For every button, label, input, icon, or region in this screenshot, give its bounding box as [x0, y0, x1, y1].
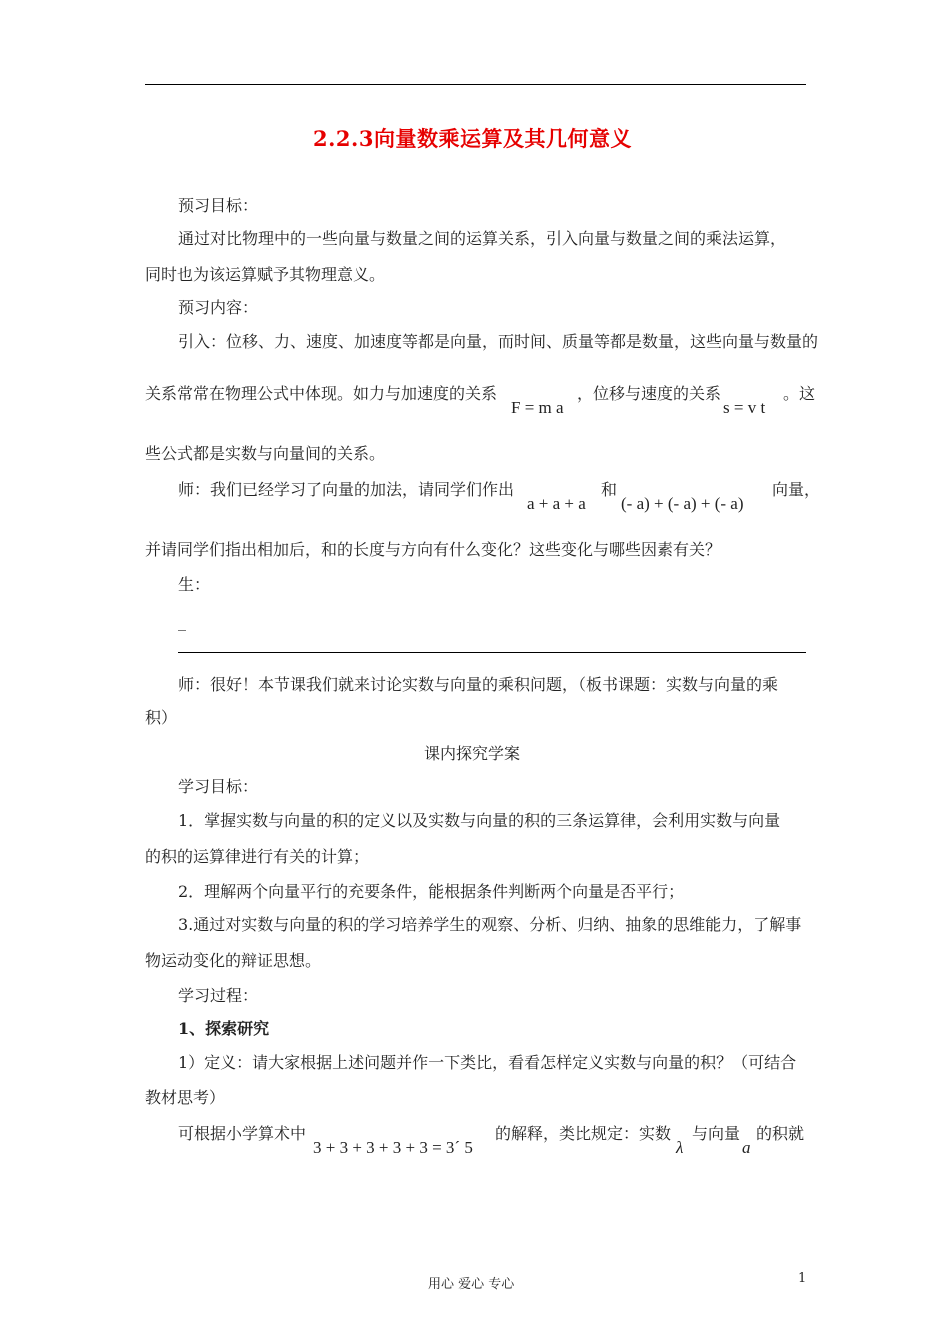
analogy-line: 与向量 [692, 1124, 741, 1143]
formula-displacement: s = v t [723, 398, 766, 417]
intro-line: 些公式都是实数与向量间的关系。 [145, 444, 386, 463]
footer-slogan: 用心 爱心 专心 [428, 1277, 515, 1292]
expression-sum-a: a + a + a [527, 494, 586, 513]
preview-goal-heading: 预习目标： [178, 196, 259, 215]
goal-item: 的积的运算律进行有关的计算； [145, 847, 370, 866]
symbol-vector-a: a [742, 1138, 751, 1157]
teacher-line: 积） [145, 708, 178, 727]
inclass-goal-heading: 学习目标： [178, 777, 259, 796]
answer-blank: _ [178, 612, 186, 631]
goal-item: 3.通过对实数与向量的积的学习培养学生的观察、分析、归纳、抽象的思维能力，了解事 [178, 915, 802, 934]
teacher-line: 和 [601, 480, 618, 499]
definition-line: 1）定义：请大家根据上述问题并作一下类比，看看怎样定义实数与向量的积？（可结合 [178, 1053, 797, 1072]
definition-line: 教材思考） [145, 1088, 226, 1107]
teacher-line: 师：我们已经学习了向量的加法，请同学们作出 [178, 480, 515, 499]
analogy-line: 的解释，类比规定：实数 [495, 1124, 672, 1143]
preview-goal-line: 同时也为该运算赋予其物理意义。 [145, 265, 386, 284]
page-title: 2.2.3向量数乘运算及其几何意义 [313, 126, 632, 151]
goal-item: 物运动变化的辩证思想。 [145, 951, 322, 970]
intro-line: 关系常常在物理公式中体现。如力与加速度的关系 [145, 384, 498, 403]
analogy-line: 的积就 [756, 1124, 805, 1143]
student-line: 生： [178, 575, 211, 594]
expression-arithmetic: 3 + 3 + 3 + 3 + 3 = 3´ 5 [313, 1138, 473, 1157]
page-number: 1 [798, 1271, 807, 1286]
intro-line: ，位移与速度的关系 [577, 384, 722, 403]
section-heading: 课内探究学案 [424, 744, 521, 763]
preview-goal-line: 通过对比物理中的一些向量与数量之间的运算关系，引入向量与数量之间的乘法运算， [178, 229, 787, 248]
goal-item: 1．掌握实数与向量的积的定义以及实数与向量的积的三条运算律，会利用实数与向量 [178, 811, 781, 830]
preview-content-heading: 预习内容： [178, 298, 259, 317]
intro-line: 。这 [783, 384, 816, 403]
answer-rule [178, 652, 806, 653]
goal-item: 2．理解两个向量平行的充要条件，能根据条件判断两个向量是否平行； [178, 882, 685, 901]
header-rule [145, 84, 806, 85]
analogy-line: 可根据小学算术中 [178, 1124, 307, 1143]
teacher-line: 向量， [772, 480, 821, 499]
symbol-lambda: λ [676, 1138, 684, 1157]
section-explore: 1、探索研究 [178, 1019, 270, 1038]
teacher-line: 师：很好！本节课我们就来讨论实数与向量的乘积问题，（板书课题：实数与向量的乘 [178, 675, 779, 694]
expression-sum-neg-a: (- a) + (- a) + (- a) [621, 494, 744, 513]
process-heading: 学习过程： [178, 986, 259, 1005]
intro-line: 引入：位移、力、速度、加速度等都是向量，而时间、质量等都是数量，这些向量与数量的 [178, 332, 819, 351]
formula-force: F = m a [511, 398, 564, 417]
teacher-line: 并请同学们指出相加后，和的长度与方向有什么变化？这些变化与哪些因素有关？ [145, 540, 722, 559]
